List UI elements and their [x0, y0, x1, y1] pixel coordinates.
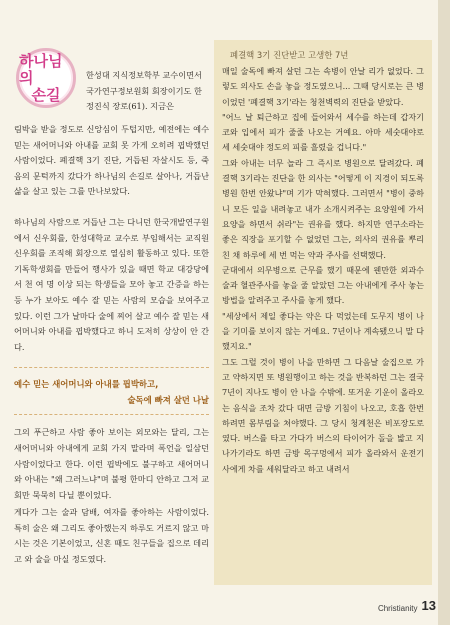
section-badge — [16, 48, 76, 108]
pull-quote — [14, 367, 209, 415]
right-paragraph-3: 그와 아내는 너무 놀라 그 즉시로 병원으로 달려갔다. 폐결핵 3기라는 진단을 한 의사는 "어떻게 이 지경이 되도록 병원 한번 안왔냐"며 기가 막혀했다. 그러면서 "병이 중하니 모든 일을 내려놓고 내가 소개시켜주는 요양원에 가서 요양을 하면서 쉬라"는 권유를 했다. 하지만 연구소라는 좋은 직장을 포기할 수 없었던 그는, 의사의 권유를 뿌리친 채 하루에 세 번 먹는 약과 주사를 선택했다. — [222, 157, 424, 260]
right-paragraph-4: 군대에서 의무병으로 근무를 했기 때문에 웬만한 외과수술과 혈관주사를 놓을 줄 알았던 그는 아내에게 주사 놓는 방법을 알려주고 주사를 놓게 했다. — [222, 264, 424, 306]
pull-quote-line2: 술독에 빠져 살던 나날 — [127, 395, 209, 406]
article-header — [14, 40, 209, 112]
right-paragraph-5: "세상에서 제일 좋다는 약은 다 먹었는데 도무지 병이 나을 기미를 보이지 않는 거예요. 7년이나 계속됐으니 말 다했지요." — [222, 310, 424, 352]
section-label: Christianity — [377, 604, 418, 613]
right-paragraph-1: 매일 술독에 빠져 살던 그는 속병이 안날 리가 없었다. 그렇도 의사도 손을 놓을 정도였으니... 그때 당시로는 큰 병이었던 '폐결핵 3기'라는 청천벽력의 진단을 받았다. — [222, 66, 424, 107]
section-subtitle: 폐결핵 3기 진단받고 고생한 7년 — [230, 50, 349, 60]
left-paragraph-1: 림박을 받을 정도로 신앙심이 두텁지만, 예전에는 예수 믿는 새어머니와 아내를 교회 못 가게 오히려 핍박했던 사람이었다. 폐결핵 3기 진단, 거듭된 자살시도 등, 죽음의 문턱까지 갔다가 하나님의 손길로 살아나, 거듭난 삶을 살고 있는 그를 만나보았다. — [14, 124, 209, 197]
badge-line2: 손길 — [31, 85, 61, 104]
badge-line1: 하나님의 — [19, 51, 63, 87]
page-edge — [438, 0, 450, 625]
right-paragraph-6: 그도 그럴 것이 병이 나을 만하면 그 다음날 술집으로 가고 약하지면 또 병원행이고 하는 것을 반복하던 그는 결국 7년이 지나도 병이 안 나을 수밖에. 또거운 기운이 올라오는 음식을 조차 갔다 대면 금방 기침이 나오고, 호흡 한번 하려면 몸부림을 쳐야했다. 그 당시 청계천은 비포장도로였다. 버스를 타고 가다가 버스의 타이어가 돌을 밟고 지나가기라도 하면 금방 목구멍에서 피가 올라와서 운전기사에게 차를 세워달라고 하고 내려서 — [222, 356, 424, 474]
page-number: 13 — [421, 598, 436, 613]
left-paragraph-3: 그의 푸근하고 사람 좋아 보이는 외모와는 달리, 그는 새어머니와 아내에게 교회 가지 말라며 폭언을 일삼던 사람이었다고 한다. 이런 핍박에도 불구하고 새어머니와 아내는 "왜 그러느냐"며 불평 한마디 안하고 그저 교회만 묵묵히 다닐 뿐이었다. — [14, 427, 209, 500]
left-paragraph-4: 게다가 그는 술과 담배, 여자를 좋아하는 사람이었다. 특히 술은 왜 그리도 좋아했는지 하루도 거르지 않고 마시는 것은 기본이었고, 신혼 때도 친구들을 집으로 데리고 와 술을 마실 정도였다. — [14, 507, 209, 565]
right-column — [214, 40, 432, 585]
right-paragraph-2: "어느 날 퇴근하고 집에 들어와서 세수를 하는데 갑자기 코와 입에서 피가 줄줄 나오는 거예요. 아마 세숫대야로 세 세숫대야 정도의 피를 흘렸을 겁니다." — [222, 111, 424, 153]
intro-text: 한성대 지식정보학부 교수이면서 국가연구정보원회 회장이기도 한 정진식 장로(61). 지금은 — [86, 70, 202, 112]
left-paragraph-2: 하나님의 사람으로 거듭난 그는 다니던 한국개발연구원에서 신우회를, 한성대학교 교수로 부임해서는 교직원 신우회를 조직해 회장으로 열심히 활동하고 있다. 또한 기독학생회를 만들어 행사가 있을 때면 학교 대강당에서 천 여 명 이상 되는 학생들을 모아 놓고 간증을 하는 등 누가 보아도 예수 잘 믿는 사람의 모습을 보여주고 있다. 이런 그가 날마다 술에 찌어 살고 예수 잘 믿는 새어머니와 아내를 핍박했다고 하니 도저히 상상이 안 간다. — [14, 216, 209, 352]
left-column — [14, 40, 209, 568]
pull-quote-line1: 예수 믿는 새어머니와 아내를 핍박하고, — [14, 379, 159, 390]
page-footer — [378, 598, 436, 613]
